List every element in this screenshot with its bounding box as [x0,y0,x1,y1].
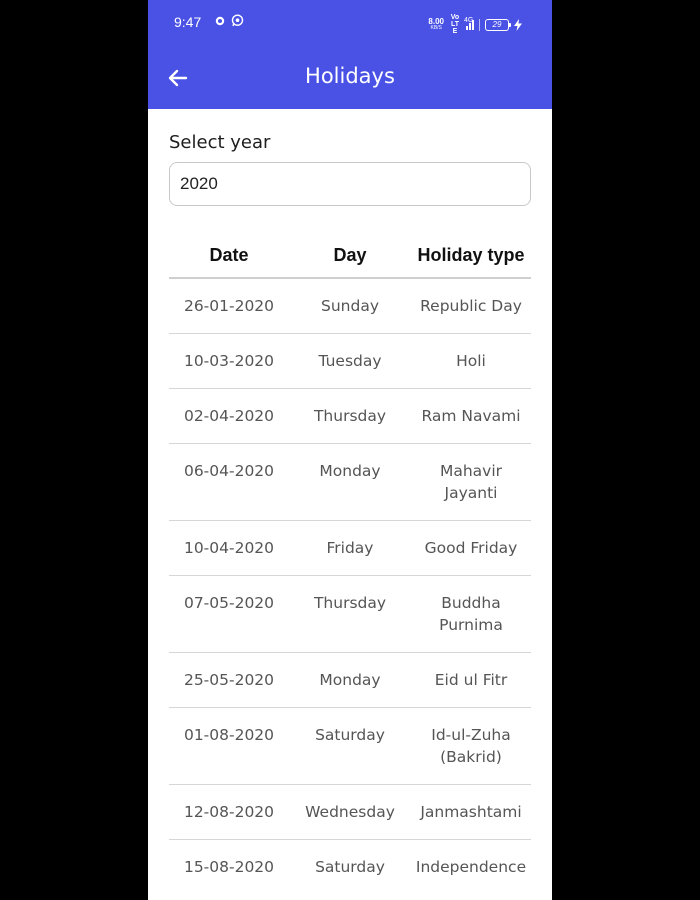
net-speed [428,18,444,32]
notification-icons [215,14,244,27]
table-row [169,653,531,708]
cell-date: 15-08-2020 [183,858,275,876]
table-row [169,576,531,653]
network-type: 4G [464,16,474,24]
table-row [169,279,531,334]
table-row [169,389,531,444]
cell-holiday-type: Janmashtami [420,803,522,821]
cell-holiday-type: Good Friday [424,539,518,557]
cell-day: Monday [319,671,381,689]
cell-date: 10-03-2020 [183,352,275,370]
app-bar [148,0,552,109]
holidays-table [169,233,531,895]
cell-holiday-type: Mahavir Jayanti [439,462,503,502]
net-speed-unit: KB/S [430,24,442,31]
cell-day: Tuesday [318,352,382,370]
table-header [169,233,531,279]
table-row [169,521,531,576]
net-speed-value: 8.00 [428,16,444,26]
cell-day: Thursday [313,407,387,425]
whatsapp-icon [231,14,244,27]
cell-date: 10-04-2020 [183,539,275,557]
volte-label: Vo LTE [450,14,460,35]
cell-day: Sunday [321,297,379,315]
charging-icon [514,19,522,31]
table-row [169,840,531,895]
cell-holiday-type: Eid ul Fitr [434,671,508,689]
phone-screen [148,0,552,900]
year-input[interactable] [169,162,531,206]
cell-date: 25-05-2020 [183,671,275,689]
column-header-day: Day [333,244,367,265]
column-header-date: Date [209,244,249,265]
status-divider [479,19,480,31]
cell-date: 26-01-2020 [183,297,275,315]
cell-date: 07-05-2020 [183,594,275,612]
cell-day: Thursday [313,594,387,612]
status-indicators [428,14,522,35]
cell-holiday-type: Independence [415,858,527,876]
cell-day: Saturday [315,726,385,744]
page-title: Holidays [305,64,395,88]
signal-icon [464,16,474,30]
table-row [169,785,531,840]
select-year-label: Select year [169,132,271,153]
cell-day: Friday [326,539,374,557]
table-row [169,444,531,521]
battery-icon [485,19,509,31]
cell-day: Saturday [315,858,385,876]
battery-level: 29 [492,19,502,29]
cell-day: Wednesday [305,803,395,821]
column-header-holiday-type: Holiday type [417,244,525,265]
cell-holiday-type: Holi [456,352,486,370]
cell-holiday-type: Buddha Purnima [439,594,503,634]
table-row [169,708,531,785]
cell-day: Monday [319,462,381,480]
notification-app-icon [215,16,225,26]
cell-date: 06-04-2020 [183,462,275,480]
cell-holiday-type: Id-ul-Zuha (Bakrid) [431,726,511,766]
cell-date: 02-04-2020 [183,407,275,425]
status-bar [148,0,552,46]
cell-holiday-type: Ram Navami [421,407,521,425]
status-time: 9:47 [174,14,202,30]
cell-holiday-type: Republic Day [420,297,522,315]
table-row [169,334,531,389]
cell-date: 01-08-2020 [183,726,275,744]
cell-date: 12-08-2020 [183,803,275,821]
